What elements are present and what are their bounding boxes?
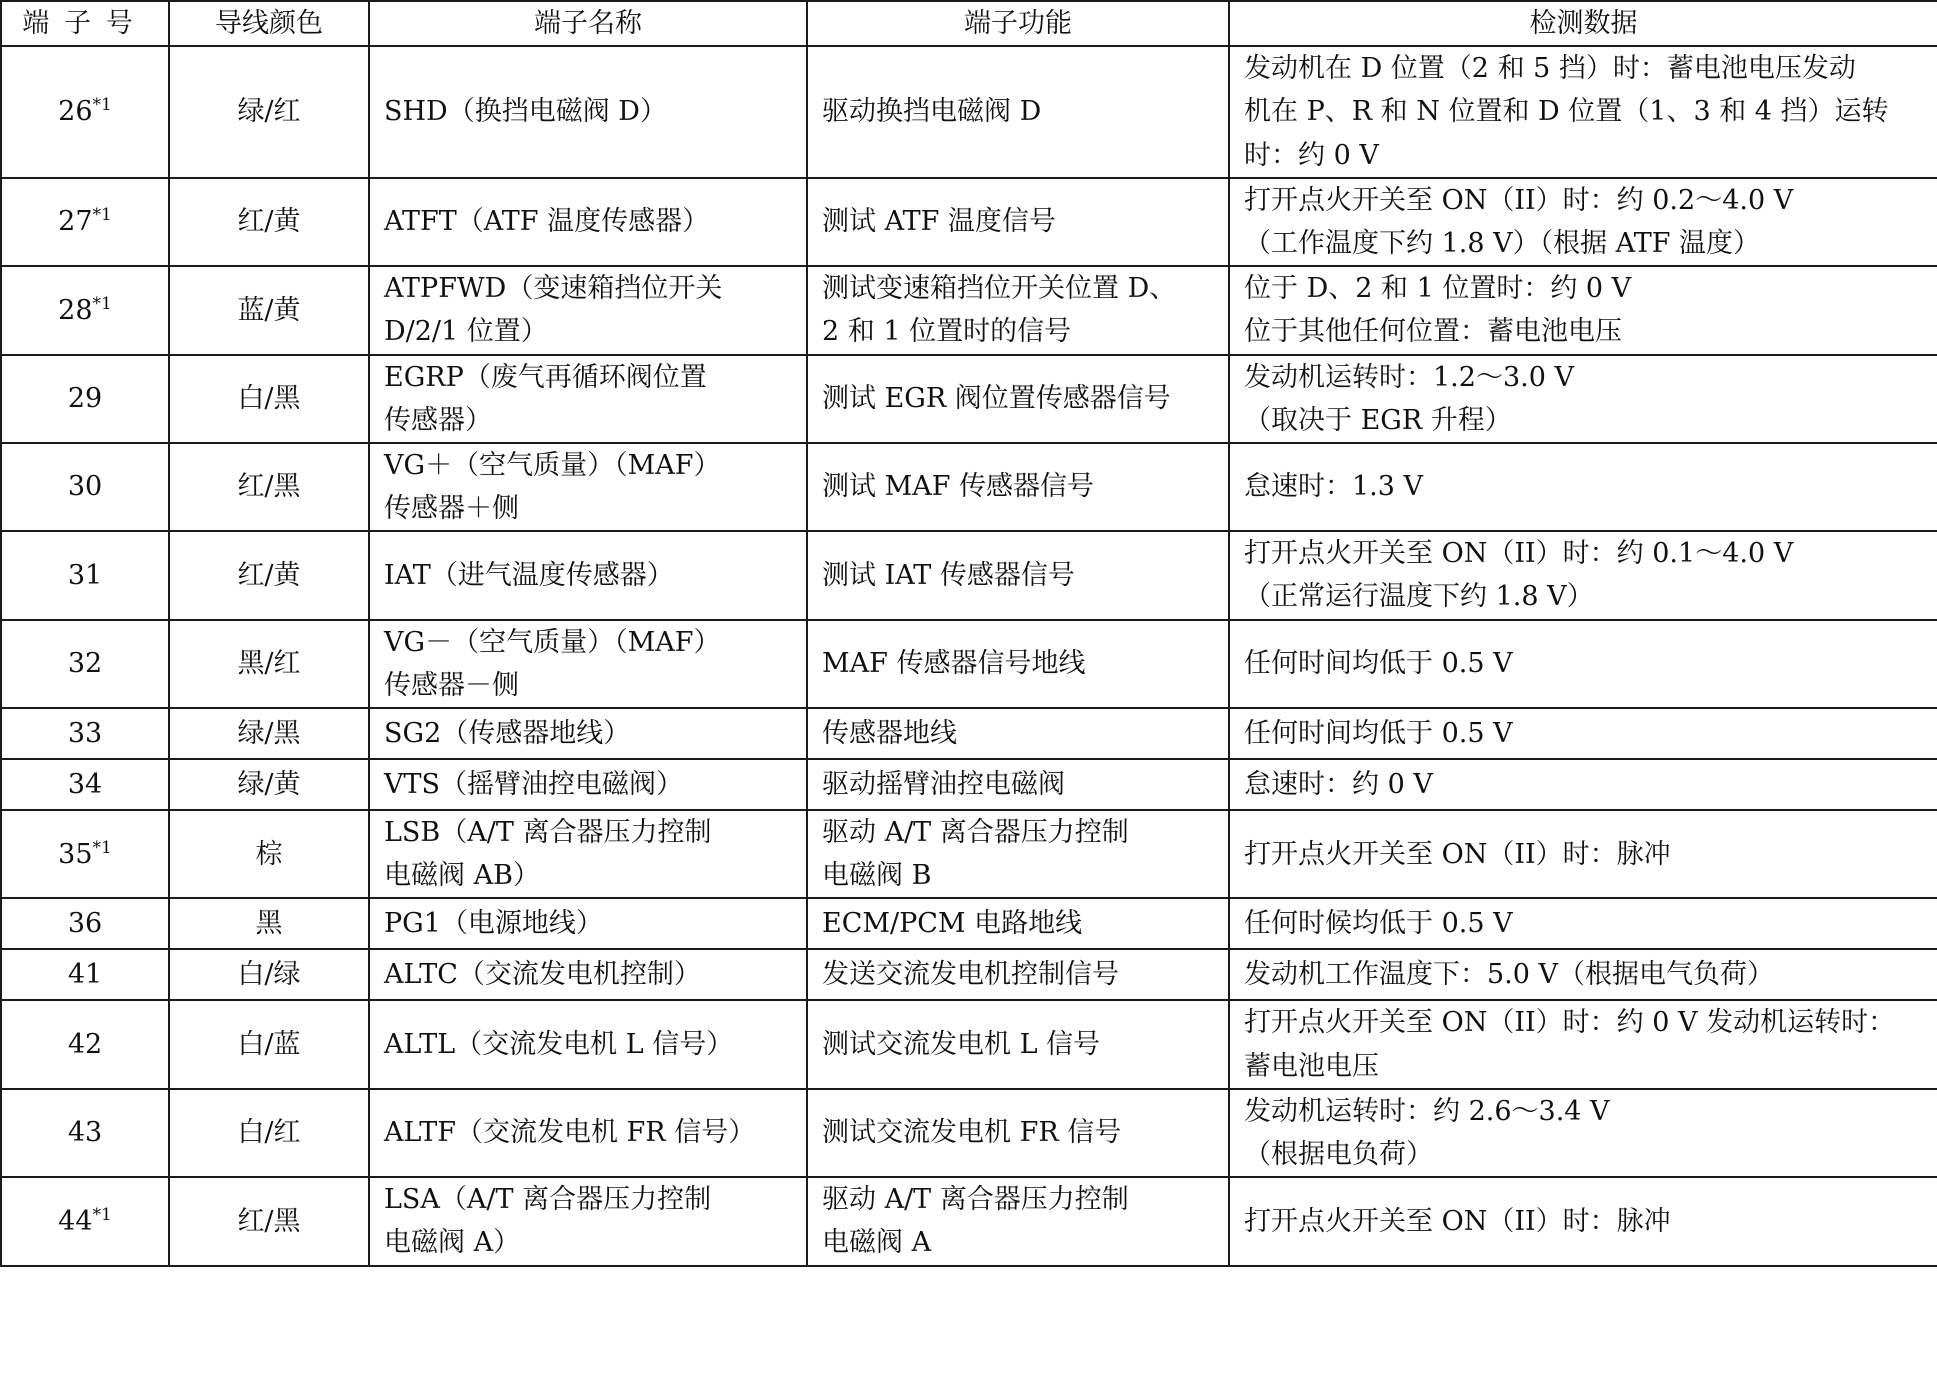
terminal-function-cell [807, 898, 1229, 949]
terminal-name-cell [369, 46, 807, 178]
cell-line: 发送交流发电机控制信号 [822, 959, 1119, 991]
test-data-cell [1229, 810, 1937, 898]
terminal-name-cell [369, 355, 807, 443]
terminal-number-cell [1, 178, 169, 266]
cell-line: 位于 D、2 和 1 位置时：约 0 V [1244, 273, 1632, 305]
terminal-number-cell [1, 266, 169, 354]
cell-line: 电磁阀 A） [384, 1227, 521, 1259]
cell-line: 驱动换挡电磁阀 D [822, 96, 1042, 128]
cell-line: 打开点火开关至 ON（II）时：约 0.2～4.0 V [1244, 184, 1794, 216]
test-data-cell [1229, 178, 1937, 266]
footnote-marker: *1 [92, 95, 112, 116]
terminal-number: 30 [67, 471, 103, 503]
cell-line: D/2/1 位置） [384, 316, 548, 348]
cell-line: MAF 传感器信号地线 [822, 648, 1086, 680]
terminal-function-cell [807, 1177, 1229, 1265]
table-body [1, 46, 1937, 1265]
cell-line: 怠速时：约 0 V [1244, 768, 1433, 800]
terminal-name-cell [369, 531, 807, 619]
wire-color-cell: 白/蓝 [169, 1000, 369, 1088]
wire-color-cell: 绿/红 [169, 46, 369, 178]
wire-color-cell: 红/黄 [169, 531, 369, 619]
terminal-number: 27 [58, 206, 93, 238]
table-row [1, 759, 1937, 810]
cell-line: 传感器地线 [822, 717, 957, 749]
cell-line: 打开点火开关至 ON（II）时：约 0.1～4.0 V [1244, 538, 1794, 570]
wire-color-cell: 黑 [169, 898, 369, 949]
cell-line: 打开点火开关至 ON（II）时：脉冲 [1244, 1205, 1671, 1237]
header-row [1, 1, 1937, 46]
terminal-function-cell [807, 1089, 1229, 1177]
terminal-name-cell [369, 759, 807, 810]
cell-line: 传感器＋侧 [384, 493, 519, 525]
terminal-name-cell [369, 949, 807, 1000]
terminal-function-cell [807, 1000, 1229, 1088]
cell-line: 测试 MAF 传感器信号 [822, 471, 1095, 503]
cell-line: 打开点火开关至 ON（II）时：约 0 V 发动机运转时： [1244, 1007, 1896, 1039]
wire-color-cell: 红/黄 [169, 178, 369, 266]
terminal-number-cell [1, 1000, 169, 1088]
terminal-function-cell [807, 949, 1229, 1000]
terminal-number: 34 [67, 768, 103, 800]
terminal-name-cell [369, 266, 807, 354]
terminal-number: 36 [67, 908, 103, 940]
table-row [1, 531, 1937, 619]
terminal-function-cell [807, 46, 1229, 178]
terminal-name-cell [369, 1089, 807, 1177]
cell-line: 驱动摇臂油控电磁阀 [822, 768, 1065, 800]
cell-line: 测试交流发电机 FR 信号 [822, 1117, 1122, 1149]
terminal-function-cell [807, 531, 1229, 619]
cell-line: ATPFWD（变速箱挡位开关 [384, 273, 723, 305]
terminal-number: 33 [67, 717, 103, 749]
wire-color-cell: 白/绿 [169, 949, 369, 1000]
wire-color-cell: 黑/红 [169, 620, 369, 708]
table-row [1, 898, 1937, 949]
cell-line: 电磁阀 A [822, 1227, 932, 1259]
terminal-function-cell [807, 810, 1229, 898]
test-data-cell [1229, 759, 1937, 810]
table-row [1, 1177, 1937, 1265]
cell-line: 测试交流发电机 L 信号 [822, 1028, 1101, 1060]
terminal-number: 29 [67, 383, 103, 415]
wire-color-cell: 绿/黄 [169, 759, 369, 810]
header-terminal-name: 端子名称 [369, 1, 807, 46]
test-data-cell [1229, 898, 1937, 949]
cell-line: 任何时间均低于 0.5 V [1244, 717, 1513, 749]
terminal-function-cell [807, 620, 1229, 708]
terminal-number: 41 [67, 959, 103, 991]
terminal-name-cell [369, 898, 807, 949]
cell-line: 传感器） [384, 404, 492, 436]
footnote-marker: *1 [92, 205, 112, 226]
terminal-name-cell [369, 1177, 807, 1265]
cell-line: 机在 P、R 和 N 位置和 D 位置（1、3 和 4 挡）运转 [1244, 96, 1889, 128]
cell-line: 驱动 A/T 离合器压力控制 [822, 1184, 1129, 1216]
terminal-function-cell [807, 355, 1229, 443]
cell-line: VG＋（空气质量）（MAF） [384, 449, 721, 481]
cell-line: 发动机工作温度下：5.0 V（根据电气负荷） [1244, 959, 1775, 991]
terminal-number: 35 [58, 838, 93, 870]
cell-line: 传感器－侧 [384, 669, 519, 701]
test-data-cell [1229, 1000, 1937, 1088]
header-wire-color: 导线颜色 [169, 1, 369, 46]
terminal-number-cell [1, 620, 169, 708]
terminal-number: 44 [58, 1205, 93, 1237]
cell-line: 任何时间均低于 0.5 V [1244, 648, 1513, 680]
cell-line: VG－（空气质量）（MAF） [384, 626, 721, 658]
cell-line: 发动机运转时：1.2～3.0 V [1244, 361, 1574, 393]
terminal-name-cell [369, 620, 807, 708]
terminal-function-cell [807, 708, 1229, 759]
terminal-number: 43 [67, 1117, 103, 1149]
table-row [1, 443, 1937, 531]
cell-line: 测试变速箱挡位开关位置 D、 [822, 273, 1177, 305]
test-data-cell [1229, 708, 1937, 759]
cell-line: 发动机在 D 位置（2 和 5 挡）时：蓄电池电压发动 [1244, 53, 1856, 85]
test-data-cell [1229, 266, 1937, 354]
cell-line: ATFT（ATF 温度传感器） [384, 206, 710, 238]
cell-line: ECM/PCM 电路地线 [822, 908, 1083, 940]
cell-line: 电磁阀 AB） [384, 860, 540, 892]
table-row [1, 46, 1937, 178]
terminal-number-cell [1, 759, 169, 810]
cell-line: ALTF（交流发电机 FR 信号） [384, 1117, 756, 1149]
table-row [1, 178, 1937, 266]
terminal-number-cell [1, 443, 169, 531]
header-terminal-no [1, 1, 169, 46]
cell-line: 测试 ATF 温度信号 [822, 206, 1056, 238]
cell-line: 位于其他任何位置：蓄电池电压 [1244, 316, 1622, 348]
test-data-cell [1229, 46, 1937, 178]
cell-line: 怠速时：1.3 V [1244, 471, 1424, 503]
test-data-cell [1229, 531, 1937, 619]
terminal-number: 32 [67, 648, 103, 680]
cell-line: SG2（传感器地线） [384, 717, 631, 749]
table-row [1, 266, 1937, 354]
footnote-marker: *1 [92, 837, 112, 858]
cell-line: ALTC（交流发电机控制） [384, 959, 701, 991]
wire-color-cell: 蓝/黄 [169, 266, 369, 354]
cell-line: 驱动 A/T 离合器压力控制 [822, 817, 1129, 848]
table-row [1, 355, 1937, 443]
terminal-number-cell [1, 46, 169, 178]
header-terminal-no-label: 端子号 [22, 8, 148, 39]
terminal-number-cell [1, 708, 169, 759]
test-data-cell [1229, 355, 1937, 443]
cell-line: SHD（换挡电磁阀 D） [384, 96, 667, 128]
wire-color-cell: 棕 [169, 810, 369, 898]
test-data-cell [1229, 1089, 1937, 1177]
cell-line: ALTL（交流发电机 L 信号） [384, 1028, 734, 1060]
terminal-number-cell [1, 898, 169, 949]
terminal-number-cell [1, 355, 169, 443]
cell-line: （工作温度下约 1.8 V）（根据 ATF 温度） [1244, 227, 1761, 259]
terminal-number-cell [1, 1089, 169, 1177]
terminal-number-cell [1, 531, 169, 619]
table-row [1, 1000, 1937, 1088]
terminal-number-cell [1, 949, 169, 1000]
cell-line: 电磁阀 B [822, 860, 932, 892]
cell-line: EGRP（废气再循环阀位置 [384, 361, 707, 393]
cell-line: 测试 EGR 阀位置传感器信号 [822, 383, 1171, 415]
test-data-cell [1229, 620, 1937, 708]
terminal-name-cell [369, 443, 807, 531]
table-row [1, 810, 1937, 898]
terminal-number: 26 [58, 96, 93, 128]
terminal-number-cell [1, 810, 169, 898]
terminal-name-cell [369, 1000, 807, 1088]
wire-color-cell: 红/黑 [169, 1177, 369, 1265]
terminal-number: 42 [67, 1028, 103, 1060]
cell-line: IAT（进气温度传感器） [384, 559, 674, 591]
cell-line: 发动机运转时：约 2.6～3.4 V [1244, 1095, 1610, 1127]
table-row [1, 1089, 1937, 1177]
wire-color-cell: 红/黑 [169, 443, 369, 531]
test-data-cell [1229, 443, 1937, 531]
table-row [1, 620, 1937, 708]
cell-line: LSB（A/T 离合器压力控制 [384, 817, 712, 848]
terminal-number: 28 [58, 294, 93, 326]
header-terminal-function: 端子功能 [807, 1, 1229, 46]
terminal-function-cell [807, 178, 1229, 266]
terminal-name-cell [369, 178, 807, 266]
cell-line: 任何时候均低于 0.5 V [1244, 908, 1513, 940]
cell-line: 2 和 1 位置时的信号 [822, 316, 1072, 348]
terminal-number: 31 [67, 559, 103, 591]
cell-line: 时：约 0 V [1244, 139, 1379, 171]
cell-line: 测试 IAT 传感器信号 [822, 559, 1075, 591]
wire-color-cell: 白/红 [169, 1089, 369, 1177]
test-data-cell [1229, 1177, 1937, 1265]
cell-line: VTS（摇臂油控电磁阀） [384, 768, 684, 800]
table-row [1, 708, 1937, 759]
test-data-cell [1229, 949, 1937, 1000]
wire-color-cell: 白/黑 [169, 355, 369, 443]
terminal-function-cell [807, 443, 1229, 531]
cell-line: （根据电负荷） [1244, 1138, 1433, 1170]
wire-color-cell: 绿/黑 [169, 708, 369, 759]
footnote-marker: *1 [92, 293, 112, 314]
footnote-marker: *1 [92, 1204, 112, 1225]
cell-line: LSA（A/T 离合器压力控制 [384, 1184, 712, 1216]
cell-line: PG1（电源地线） [384, 908, 603, 940]
cell-line: （正常运行温度下约 1.8 V） [1244, 581, 1594, 613]
terminal-name-cell [369, 810, 807, 898]
cell-line: 蓄电池电压 [1244, 1050, 1379, 1082]
terminal-function-cell [807, 266, 1229, 354]
terminal-number-cell [1, 1177, 169, 1265]
header-test-data: 检测数据 [1229, 1, 1937, 46]
cell-line: 打开点火开关至 ON（II）时：脉冲 [1244, 838, 1671, 870]
terminal-function-cell [807, 759, 1229, 810]
table-row [1, 949, 1937, 1000]
cell-line: （取决于 EGR 升程） [1244, 404, 1512, 436]
terminal-name-cell [369, 708, 807, 759]
